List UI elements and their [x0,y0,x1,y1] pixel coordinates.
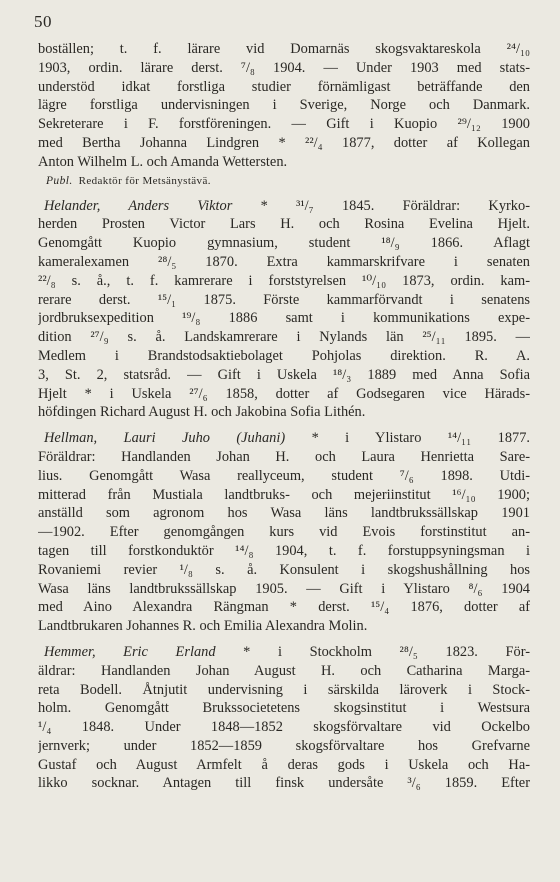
text-line: 1903, ordin. lärare derst. ⁷/₈ 1904. — Under 1903 med stats- [38,59,530,76]
text-line: anställd som agronom hos Wasa läns landtbrukssällskap 1901 [38,505,530,522]
text-line: holm. Genomgått Brukssocietetens skogsinstitut i Westsura [38,700,530,717]
entry-continuation [38,40,530,190]
entry-heading-line: Helander, Anders Viktor * ³¹/₇ 1845. Föräldrar: Kyrko- [44,197,530,214]
text-line: reta Bodell. Åtnjutit undervisning i särskilda läroverk i Stock- [38,681,530,698]
text-line: ²²/₈ s. å., t. f. kamrerare i forststyrelsen ¹⁰/₁₀ 1873, ordin. kam- [38,272,530,289]
text-block [38,40,530,793]
text-line: understöd idkat forstliga studier förnämligast beträffande den [38,78,530,95]
text-line: 3, St. 2, statsråd. — Gift i Uskela ¹⁸/₃ 1889 med Anna Sofia [38,366,530,383]
entry-hellman [38,429,530,636]
text-line: Medlem i Brandstodsaktiebolaget Pohjolas direktion. R. A. [38,347,530,364]
entry-heading-line: Hellman, Lauri Juho (Juhani) * i Ylistaro ¹⁴/₁₁ 1877. [44,430,530,447]
text-line: kameralexamen ²⁸/₅ 1870. Extra kammarskrifvare i senaten [38,253,530,270]
text-line: Gustaf och August Armfelt å deras gods i Uskela och Ha- [38,756,530,773]
text-line: Genomgått Kuopio gymnasium, student ¹⁸/₉ 1866. Aflagt [38,235,530,252]
text-line: tagen till forstkonduktör ¹⁴/₈ 1904, t. f. forstuppsyningsman i [38,542,530,559]
text-line: ¹/₄ 1848. Under 1848—1852 skogsförvaltare vid Ockelbo [38,719,530,736]
text-line: höfdingen Richard August H. och Jakobina Sofia Lithén. [38,404,366,421]
text-line: Landtbrukaren Johannes R. och Emilia Alexandra Molin. [38,618,368,635]
text-line: dition ²⁷/₉ s. å. Landskamrerare i Nylands län ²⁵/₁₁ 1895. — [38,329,530,346]
text-line: rerare derst. ¹⁵/₁ 1875. Förste kammarförvandt i senatens [38,291,530,308]
text-line: jordbruksexpedition ¹⁹/₈ 1886 samt i kommunikations expe- [38,310,530,327]
text-line: boställen; t. f. lärare vid Domarnäs skogsvaktareskola ²⁴/₁₀ [38,41,530,57]
entry-hemmer [38,643,530,793]
publications-label: Publ. [46,174,73,187]
text-line: mitterad från Mustiala landtbruks- och mejeriinstitut ¹⁶/₁₀ 1900; [38,486,530,503]
text-line: likko socknar. Antagen till finsk undersåte ³/₆ 1859. Efter [38,775,530,792]
text-line: Wasa läns landtbrukssällskap 1905. — Gift i Ylistaro ⁸/₆ 1904 [38,580,530,597]
text-line: lägre forstliga undervisningen i Sverige, Norge och Danmark. [38,97,530,114]
text-line: Rovaniemi revier ¹/₈ s. å. Konsulent i skogshushållning hos [38,561,530,578]
publications-note [38,172,530,190]
text-line: Sekreterare i F. forstföreningen. — Gift i Kuopio ²⁹/₁₂ 1900 [38,116,530,133]
text-line: Hjelt * i Uskela ²⁷/₆ 1858, dotter af Godsegaren vice Härads- [38,385,530,402]
page-number: 50 [34,12,52,31]
text-line: jernverk; under 1852—1859 skogsförvaltare hos Grefvarne [38,737,530,754]
text-line: herden Prosten Victor Lars H. och Rosina Evelina Hjelt. [38,216,530,233]
entry-heading-line: Hemmer, Eric Erland * i Stockholm ²⁸/₅ 1823. För- [44,643,530,660]
text-line: Anton Wilhelm L. och Amanda Wettersten. [38,153,288,170]
text-line: —1902. Efter genomgången kurs vid Evois forstinstitut an- [38,524,530,541]
text-line: med Bertha Johanna Lindgren * ²²/₄ 1877, dotter af Kollegan [38,134,530,151]
publications-text: Redaktör för Metsänystävä. [78,174,211,187]
entry-helander [38,197,530,423]
text-line: lius. Genomgått Wasa reallyceum, student ⁷/₆ 1898. Utdi- [38,467,530,484]
text-line: äldrar: Handlanden Johan August H. och Catharina Marga- [38,662,530,679]
text-line: Föräldrar: Handlanden Johan H. och Laura Henrietta Sare- [38,448,530,465]
text-line: med Aino Alexandra Rängman * derst. ¹⁵/₄ 1876, dotter af [38,599,530,616]
